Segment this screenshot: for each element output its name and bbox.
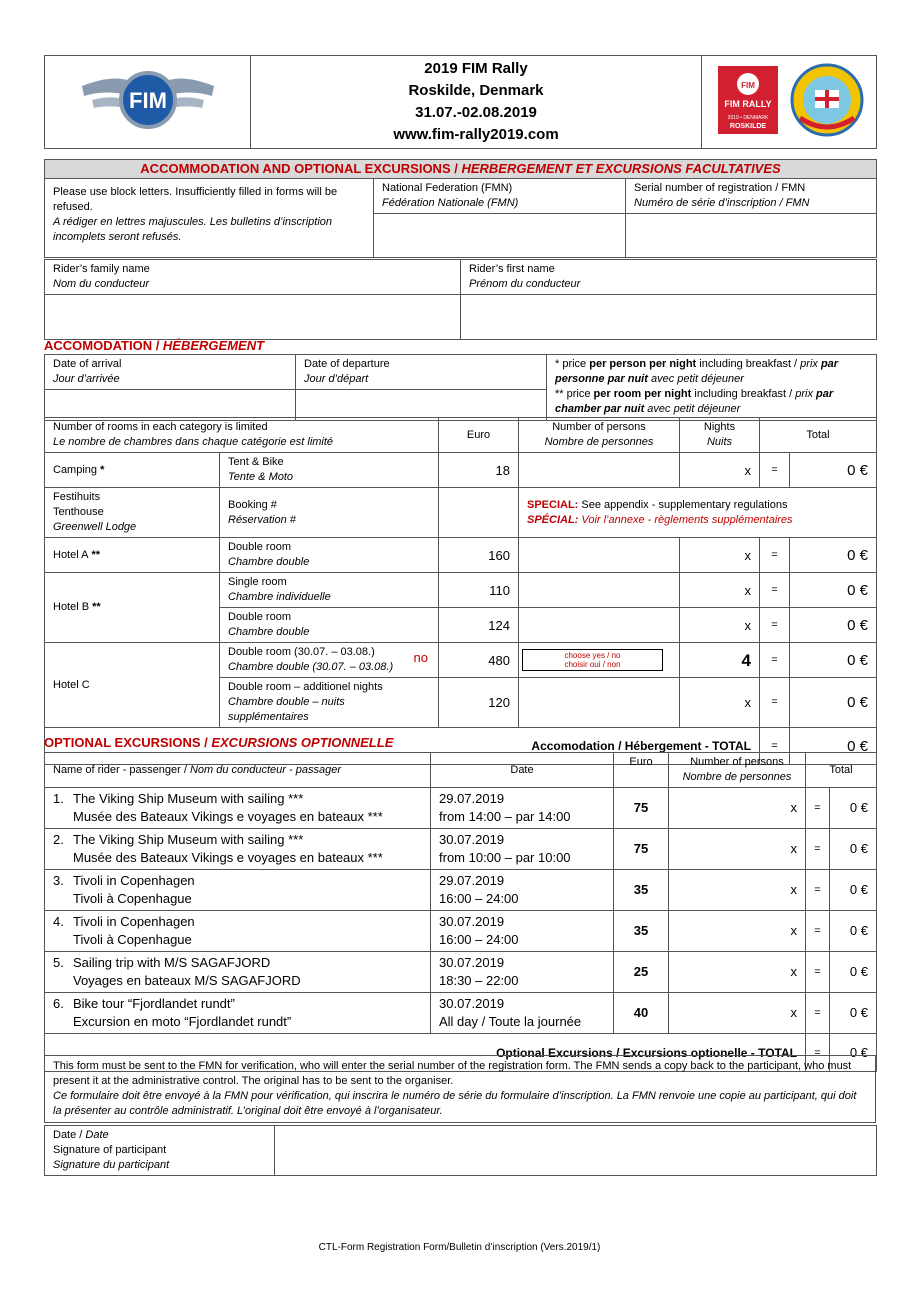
festihuits-price	[439, 488, 519, 538]
col-total: Total	[806, 753, 877, 788]
col-rider-name: Name of rider - passenger / Nom du conducteur - passager	[45, 753, 431, 788]
hotel-c-double-total: 0 €	[790, 643, 877, 678]
federation-label: National Federation (FMN) Fédération Nationale (FMN)	[374, 179, 626, 214]
hotel-c-extra-eq: =	[760, 678, 790, 728]
hotel-b-single-persons-field[interactable]	[519, 573, 680, 608]
excursion-total: 0 €	[830, 870, 877, 911]
col-euro: Euro	[439, 418, 519, 453]
col-persons: Number of persons Nombre de personnes	[669, 753, 806, 788]
form-section-title: ACCOMMODATION AND OPTIONAL EXCURSIONS / HERBERGEMENT ET EXCURSIONS FACULTATIVES	[45, 160, 877, 179]
hotel-c-extra-persons-field[interactable]	[519, 678, 680, 728]
footer-note: This form must be sent to the FMN for verification, who will enter the serial number of the registration form. The FMN sends a copy back to the participant, who must present it at the administrative control. The original has to be sent to the organiser. Ce formulaire doit être envoyé à la FMN pour vérification, qui inscrira le numéro de série du formulaire d’inscription. La FMN renvoie une copie au participant, qui doit la présenter au contrôle administratif. L’original doit être envoyé à l’organisateur.	[45, 1056, 876, 1123]
event-name: 2019 FIM Rally	[424, 60, 528, 77]
excursion-name: 6. Bike tour “Fjordlandet rundt” Excursion en moto “Fjordlandet rundt”	[45, 993, 431, 1034]
excursion-name: 4. Tivoli in Copenhagen Tivoli à Copenhague	[45, 911, 431, 952]
excursion-name: 3. Tivoli in Copenhagen Tivoli à Copenhague	[45, 870, 431, 911]
accommodation-heading: ACCOMODATION / HÉBERGEMENT	[44, 338, 265, 353]
hotel-b-single-eq: =	[760, 573, 790, 608]
hotel-a-eq: =	[760, 538, 790, 573]
excursion-price: 35	[614, 870, 669, 911]
excursion-total: 0 €	[830, 952, 877, 993]
excursion-eq: =	[806, 993, 830, 1034]
footer-note-table	[44, 1055, 876, 1123]
event-website: www.fim-rally2019.com	[393, 126, 559, 143]
col-euro: Euro	[614, 753, 669, 788]
first-name-label: Rider’s first name Prénom du conducteur	[461, 260, 877, 295]
festihuits-label: Festihuits Tenthouse Greenwell Lodge	[45, 488, 220, 538]
svg-text:ROSKILDE: ROSKILDE	[729, 122, 767, 130]
excursion-eq: =	[806, 911, 830, 952]
hotel-a-total: 0 €	[790, 538, 877, 573]
arrival-label: Date of arrival Jour d’arrivée	[45, 355, 296, 390]
excursions-heading: OPTIONAL EXCURSIONS / EXCURSIONS OPTIONNELLE	[44, 735, 394, 750]
excursions-total-label: Optional Excursions / Excursions optionelle - TOTAL	[45, 1034, 806, 1072]
excursions-total-eq: =	[806, 1034, 830, 1072]
hotel-b-single-total: 0 €	[790, 573, 877, 608]
tent-persons-field[interactable]	[519, 453, 680, 488]
svg-text:FIM: FIM	[741, 80, 755, 90]
hotel-b-label: Hotel B **	[45, 573, 220, 643]
accommodation-total: 0 €	[790, 728, 877, 765]
col-persons: Number of persons Nombre de personnes	[519, 418, 680, 453]
signature-field[interactable]	[275, 1126, 877, 1176]
camping-label: Camping *	[45, 453, 220, 488]
special-note: SPECIAL: See appendix - supplementary regulations SPÉCIAL: Voir l’annexe - règlements supplémentaires	[519, 488, 877, 538]
first-name-field[interactable]	[461, 295, 877, 340]
excursions-table	[44, 752, 877, 1072]
hotel-b-double-x: x	[680, 608, 760, 643]
hotel-c-choose-cell	[519, 643, 680, 678]
price-notes: * price per person per night including breakfast / prix par personne par nuit avec petit déjeuner ** price per room per night including breakfast / prix par chamber par nuit avec petit déjeuner	[547, 355, 877, 421]
excursion-persons-field[interactable]: x	[669, 952, 806, 993]
excursion-eq: =	[806, 829, 830, 870]
excursion-date: 30.07.2019 16:00 – 24:00	[431, 911, 614, 952]
serial-label: Serial number of registration / FMN Numéro de série d’inscription / FMN	[626, 179, 877, 214]
excursion-persons-field[interactable]: x	[669, 993, 806, 1034]
serial-field[interactable]	[626, 214, 877, 258]
hotel-a-price: 160	[439, 538, 519, 573]
header-title	[251, 56, 702, 149]
excursion-row	[45, 829, 877, 870]
hotel-b-double-room: Double room Chambre double	[220, 608, 439, 643]
excursion-price: 75	[614, 788, 669, 829]
hotel-c-extra-price: 120	[439, 678, 519, 728]
excursion-price: 75	[614, 829, 669, 870]
excursion-total: 0 €	[830, 788, 877, 829]
arrival-field[interactable]	[45, 390, 296, 421]
hotel-b-double-total: 0 €	[790, 608, 877, 643]
excursion-price: 35	[614, 911, 669, 952]
hotel-c-extra-room: Double room – additionel nights Chambre double – nuits supplémentaires	[220, 678, 439, 728]
family-name-label: Rider’s family name Nom du conducteur	[45, 260, 461, 295]
hotel-a-persons-field[interactable]	[519, 538, 680, 573]
excursion-row	[45, 870, 877, 911]
excursion-persons-field[interactable]: x	[669, 788, 806, 829]
hotel-c-double-eq: =	[760, 643, 790, 678]
hotel-c-label: Hotel C	[45, 643, 220, 728]
excursion-persons-field[interactable]: x	[669, 870, 806, 911]
excursion-persons-field[interactable]: x	[669, 829, 806, 870]
excursion-price: 25	[614, 952, 669, 993]
svg-text:2019 • DENMARK: 2019 • DENMARK	[727, 114, 769, 121]
rider-name-table	[44, 259, 877, 340]
excursion-total: 0 €	[830, 911, 877, 952]
rooms-limited-note: Number of rooms in each category is limited Le nombre de chambres dans chaque catégorie est limité	[45, 418, 439, 453]
excursion-date: 30.07.2019 18:30 – 22:00	[431, 952, 614, 993]
excursion-name: 5. Sailing trip with M/S SAGAFJORD Voyages en bateaux M/S SAGAFJORD	[45, 952, 431, 993]
hotel-b-double-eq: =	[760, 608, 790, 643]
excursion-date: 29.07.2019 16:00 – 24:00	[431, 870, 614, 911]
hotel-a-label: Hotel A **	[45, 538, 220, 573]
excursion-total: 0 €	[830, 993, 877, 1034]
hotel-c-extra-total: 0 €	[790, 678, 877, 728]
federation-field[interactable]	[374, 214, 626, 258]
form-info-table	[44, 159, 877, 258]
event-dates: 31.07.-02.08.2019	[415, 104, 537, 121]
excursion-total: 0 €	[830, 829, 877, 870]
family-name-field[interactable]	[45, 295, 461, 340]
excursion-persons-field[interactable]: x	[669, 911, 806, 952]
hotel-c-nights: 4	[680, 643, 760, 678]
excursion-row	[45, 993, 877, 1034]
excursions-total: 0 €	[830, 1034, 877, 1072]
tent-price: 18	[439, 453, 519, 488]
signature-table	[44, 1125, 877, 1176]
excursion-eq: =	[806, 870, 830, 911]
hotel-c-choose-select[interactable]: choose yes / no choisir oui / non	[522, 649, 663, 671]
hotel-a-room: Double room Chambre double	[220, 538, 439, 573]
excursion-date: 30.07.2019 from 10:00 – par 10:00	[431, 829, 614, 870]
departure-field[interactable]	[296, 390, 547, 421]
hotel-b-double-persons-field[interactable]	[519, 608, 680, 643]
hotel-c-double-room: Double room (30.07. – 03.08.) Chambre double (30.07. – 03.08.) no	[220, 643, 439, 678]
col-total: Total	[760, 418, 877, 453]
page-footer: CTL-Form Registration Form/Bulletin d’inscription (Vers.2019/1)	[318, 1242, 601, 1253]
tent-eq: =	[760, 453, 790, 488]
hotel-c-no-value: no	[413, 650, 428, 665]
tent-total: 0 €	[790, 453, 877, 488]
svg-text:FIM RALLY: FIM RALLY	[724, 98, 772, 109]
header-table	[44, 55, 877, 149]
tent-x: x	[680, 453, 760, 488]
tent-bike-label: Tent & Bike Tente & Moto	[220, 453, 439, 488]
excursion-date: 29.07.2019 from 14:00 – par 14:00	[431, 788, 614, 829]
signature-label: Date / Date Signature of participant Signature du participant	[45, 1126, 275, 1176]
excursion-date: 30.07.2019 All day / Toute la journée	[431, 993, 614, 1034]
svg-text:FIM: FIM	[128, 87, 167, 113]
hotel-b-single-x: x	[680, 573, 760, 608]
accommodation-total-eq: =	[760, 728, 790, 765]
hotel-c-double-price: 480	[439, 643, 519, 678]
excursion-price: 40	[614, 993, 669, 1034]
event-location: Roskilde, Denmark	[408, 82, 544, 99]
excursion-eq: =	[806, 788, 830, 829]
booking-field[interactable]: Booking # Réservation #	[220, 488, 439, 538]
excursion-row	[45, 952, 877, 993]
fim-logo	[78, 64, 218, 136]
hotel-a-x: x	[680, 538, 760, 573]
fim-logo-cell	[45, 56, 251, 149]
excursion-row	[45, 911, 877, 952]
col-nights: Nights Nuits	[680, 418, 760, 453]
rally-logos-cell	[702, 56, 877, 149]
rally-logos	[710, 62, 870, 138]
accommodation-table	[44, 417, 877, 765]
departure-label: Date of departure Jour d’départ	[296, 355, 547, 390]
excursion-row	[45, 788, 877, 829]
col-date: Date	[431, 753, 614, 788]
instructions: Please use block letters. Insufficiently filled in forms will be refused. A rédiger en lettres majuscules. Les bulletins d’inscription incomplets seront refusés.	[45, 179, 374, 258]
excursion-name: 1. The Viking Ship Museum with sailing *** Musée des Bateaux Vikings e voyages en bateaux ***	[45, 788, 431, 829]
hotel-b-double-price: 124	[439, 608, 519, 643]
hotel-c-extra-x: x	[680, 678, 760, 728]
hotel-b-single-room: Single room Chambre individuelle	[220, 573, 439, 608]
hotel-b-single-price: 110	[439, 573, 519, 608]
accommodation-dates-table	[44, 354, 877, 421]
excursion-eq: =	[806, 952, 830, 993]
excursion-name: 2. The Viking Ship Museum with sailing *** Musée des Bateaux Vikings e voyages en bateaux ***	[45, 829, 431, 870]
accommodation-total-label: Accomodation / Hébergement - TOTAL	[45, 728, 760, 765]
